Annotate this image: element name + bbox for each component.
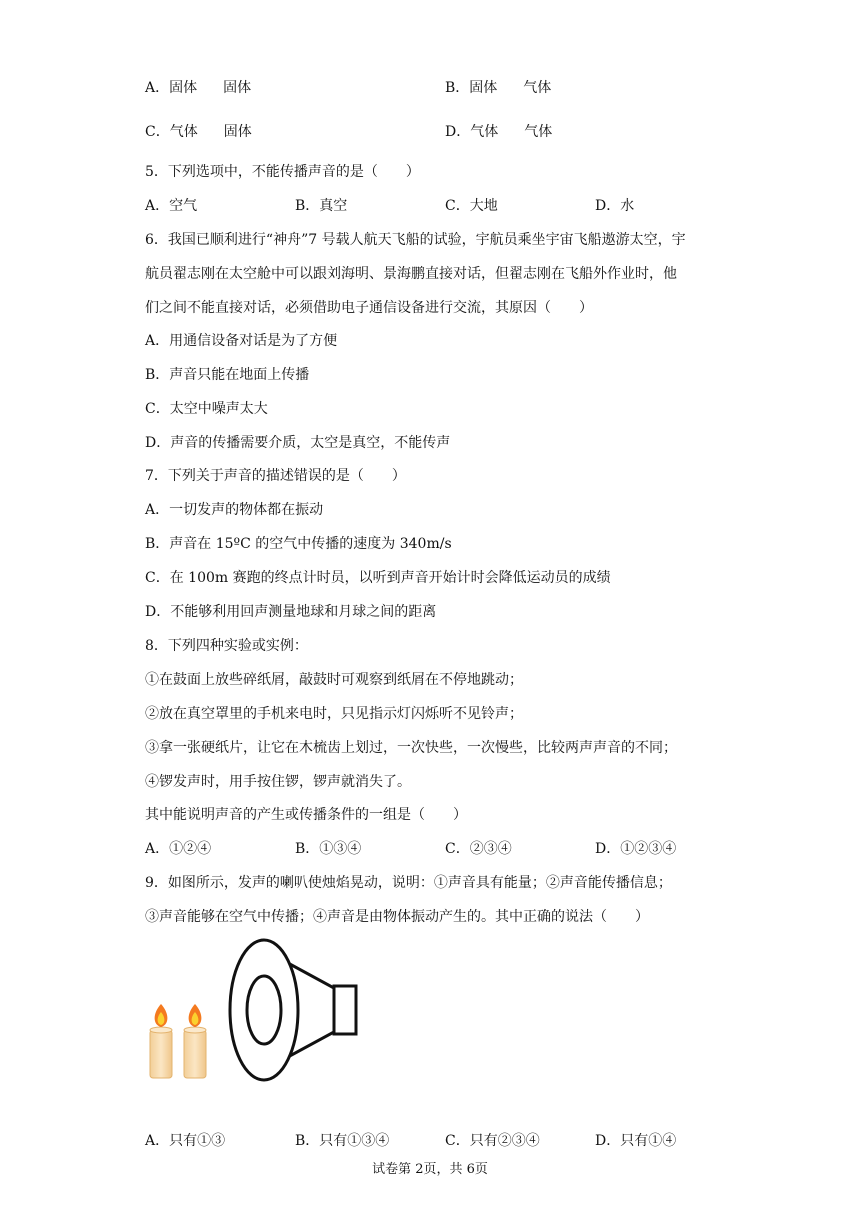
q5-option-b: B．真空 (295, 198, 348, 214)
q6-stem-line-2: 航员翟志刚在太空舱中可以跟刘海明、景海鹏直接对话，但翟志刚在飞船外作业时，他 (145, 266, 677, 282)
q6-option-c: C．太空中噪声太大 (145, 401, 268, 417)
q9-stem-line-1: 9．如图所示，发声的喇叭使烛焰晃动，说明：①声音具有能量；②声音能传播信息； (145, 875, 672, 891)
q7-option-a: A．一切发声的物体都在振动 (145, 502, 324, 518)
q9-stem-line-2: ③声音能够在空气中传播；④声音是由物体振动产生的。其中正确的说法（ ） (145, 909, 649, 925)
q8-option-c: C．②③④ (445, 841, 512, 857)
q8-option-a: A．①②④ (145, 841, 212, 857)
q7-option-d: D．不能够利用回声测量地球和月球之间的距离 (145, 604, 437, 620)
q8-item-2: ②放在真空罩里的手机来电时，只见指示灯闪烁听不见铃声； (145, 706, 523, 722)
q7-stem: 7．下列关于声音的描述错误的是（ ） (145, 468, 406, 484)
q9-option-c: C．只有②③④ (445, 1133, 540, 1149)
q7-option-c: C．在 100m 赛跑的终点计时员，以听到声音开始计时会降低运动员的成绩 (145, 570, 611, 586)
q4-option-b: B．固体 气体 (445, 80, 552, 96)
q8-question: 其中能说明声音的产生或传播条件的一组是（ ） (145, 807, 467, 823)
q6-option-a: A．用通信设备对话是为了方便 (145, 333, 338, 349)
q6-stem-line-3: 们之间不能直接对话，必须借助电子通信设备进行交流，其原因（ ） (145, 300, 593, 316)
page-footer: 试卷第 2页，共 6页 (372, 1162, 488, 1177)
q6-stem-line-1: 6．我国已顺利进行“神舟”7 号载人航天飞船的试验，宇航员乘坐宇宙飞船遨游太空，宇 (145, 232, 686, 248)
q5-stem: 5．下列选项中，不能传播声音的是（ ） (145, 164, 420, 180)
q5-option-d: D．水 (595, 198, 635, 214)
q8-item-3: ③拿一张硬纸片，让它在木梳齿上划过，一次快些，一次慢些，比较两声声音的不同； (145, 740, 677, 756)
candle-icon (150, 1004, 172, 1078)
q4-option-a: A．固体 固体 (145, 80, 252, 96)
q8-item-1: ①在鼓面上放些碎纸屑，敲鼓时可观察到纸屑在不停地跳动； (145, 672, 523, 688)
q8-option-d: D．①②③④ (595, 841, 677, 857)
q7-option-b: B．声音在 15ºC 的空气中传播的速度为 340m/s (145, 536, 452, 552)
q5-option-c: C．大地 (445, 198, 498, 214)
candles-speaker-figure (140, 930, 380, 1090)
speaker-icon (230, 940, 356, 1080)
q6-option-d: D．声音的传播需要介质，太空是真空，不能传声 (145, 435, 451, 451)
q9-option-a: A．只有①③ (145, 1133, 226, 1149)
candle-icon (184, 1004, 206, 1078)
q8-option-b: B．①③④ (295, 841, 362, 857)
q6-option-b: B．声音只能在地面上传播 (145, 367, 310, 383)
q4-option-c: C．气体 固体 (145, 124, 252, 140)
q8-stem: 8．下列四种实验或实例： (145, 638, 308, 654)
q8-item-4: ④锣发声时，用手按住锣，锣声就消失了。 (145, 774, 411, 790)
q4-option-d: D．气体 气体 (445, 124, 553, 140)
q5-option-a: A．空气 (145, 198, 198, 214)
q9-option-d: D．只有①④ (595, 1133, 677, 1149)
q9-option-b: B．只有①③④ (295, 1133, 390, 1149)
